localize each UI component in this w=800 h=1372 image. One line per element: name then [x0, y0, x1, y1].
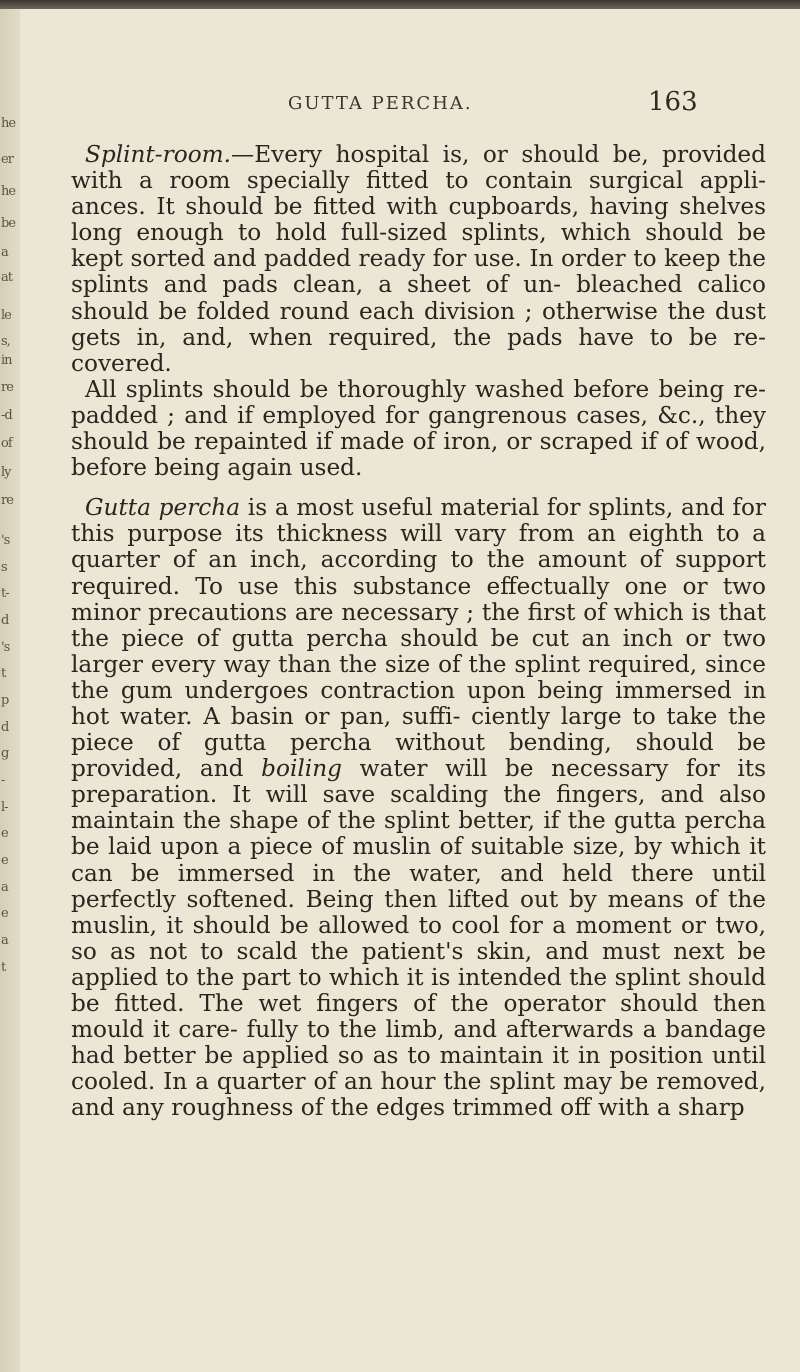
page-top-edge — [0, 0, 800, 9]
gutter-fragment: he — [1, 185, 16, 199]
gutter-fragment: a — [1, 881, 8, 895]
paragraph-text: is a most useful material for splints, and for this purpose its thickness will vary from an eighth to a quarter of an inch, according to the amount of support required. To use this substance effectually one or two minor precautions are necessary ; the first of which is that the piece of gutta percha should be cut an inch or two larger every way than the size of the splint required, since the gum undergoes contraction upon being immersed in hot water. A basin or pan, suffi- ciently large to take the piece of gutta percha without bending, should be provided, and — [71, 494, 766, 783]
gutter-fragment: in — [1, 354, 12, 368]
gutter-fragment: er — [1, 153, 13, 167]
paragraph-splint-room — [71, 142, 766, 377]
gutter-fragment: e — [1, 827, 8, 841]
book-page — [20, 9, 800, 1372]
gutter-fragment: le — [1, 309, 11, 323]
gutter-fragment: at — [1, 271, 12, 285]
gutter-fragment: ly — [1, 466, 11, 480]
gutter-fragment: of — [1, 437, 12, 451]
gutter-fragment: re — [1, 494, 13, 508]
running-head: GUTTA PERCHA. — [288, 93, 473, 114]
gutter-fragment: e — [1, 907, 8, 921]
facing-page-gutter — [0, 9, 21, 1372]
gutter-fragment: 's — [1, 641, 10, 655]
paragraph-text: —Every hospital is, or should be, provided with a room specially fitted to contain surgical appli- ances. It should be fitted with cupboards, having shelves long enough to hold full-sized splints, which should be kept sorted and padded ready for use. In order to keep the splints and pads clean, a sheet of un- bleached calico should be folded round each division ; otherwise the dust gets in, and, when required, the pads have to be re-covered. — [71, 141, 766, 377]
gutter-fragment: - — [1, 774, 5, 788]
paragraph-text: All splints should be thoroughly washed before being re-padded ; and if employed for gangrenous cases, &c., they should be repainted if made of iron, or scraped if of wood, before being again used. — [71, 375, 766, 482]
gutter-fragment: 's — [1, 534, 10, 548]
gutter-fragment: a — [1, 246, 8, 260]
gutter-fragment: l- — [1, 801, 8, 815]
gutter-fragment: e — [1, 854, 8, 868]
gutter-fragment: a — [1, 934, 8, 948]
body-text — [71, 142, 766, 1121]
paragraph-gutta-percha — [71, 495, 766, 1121]
gutter-fragment: s — [1, 561, 7, 575]
paragraph-lead: Splint-room. — [85, 141, 232, 168]
page-number: 163 — [648, 87, 698, 117]
gutter-fragment: be — [1, 217, 16, 231]
paragraph-lead: Gutta percha — [85, 494, 241, 522]
gutter-fragment: re — [1, 381, 13, 395]
gutter-fragment: p — [1, 694, 9, 708]
gutter-fragment: t — [1, 667, 6, 681]
page-header — [20, 87, 800, 127]
gutter-fragment: -d — [1, 409, 12, 423]
gutter-fragment: d — [1, 721, 9, 735]
gutter-fragment: t- — [1, 587, 9, 601]
gutter-fragment: g — [1, 747, 9, 761]
gutter-fragment: d — [1, 614, 9, 628]
paragraph-splint-cleaning — [71, 377, 766, 481]
gutter-fragment: t — [1, 961, 6, 975]
emphasis-word: boiling — [261, 755, 342, 783]
paragraph-text-continued: water will be necessary for its preparation. It will save scalding the fingers, and also maintain the shape of the splint better, if the gutta percha be laid upon a piece of muslin of suitable size, by which it can be immersed in the water, and held there until perfectly softened. Being then lifted out by means of the muslin, it should be allowed to cool for a moment or two, so as not to scald the patient's skin, and must next be applied to the part to which it is intended the splint should be fitted. The wet fingers of the operator should then mould it care- fully to the limb, and afterwards a bandage had better be applied so as to maintain it in position until cooled. In a quarter of an hour the splint may be removed, and any roughness of the edges trimmed off with a sharp — [71, 755, 766, 1122]
gutter-fragment: he — [1, 117, 16, 131]
gutter-fragment: s, — [1, 335, 10, 349]
